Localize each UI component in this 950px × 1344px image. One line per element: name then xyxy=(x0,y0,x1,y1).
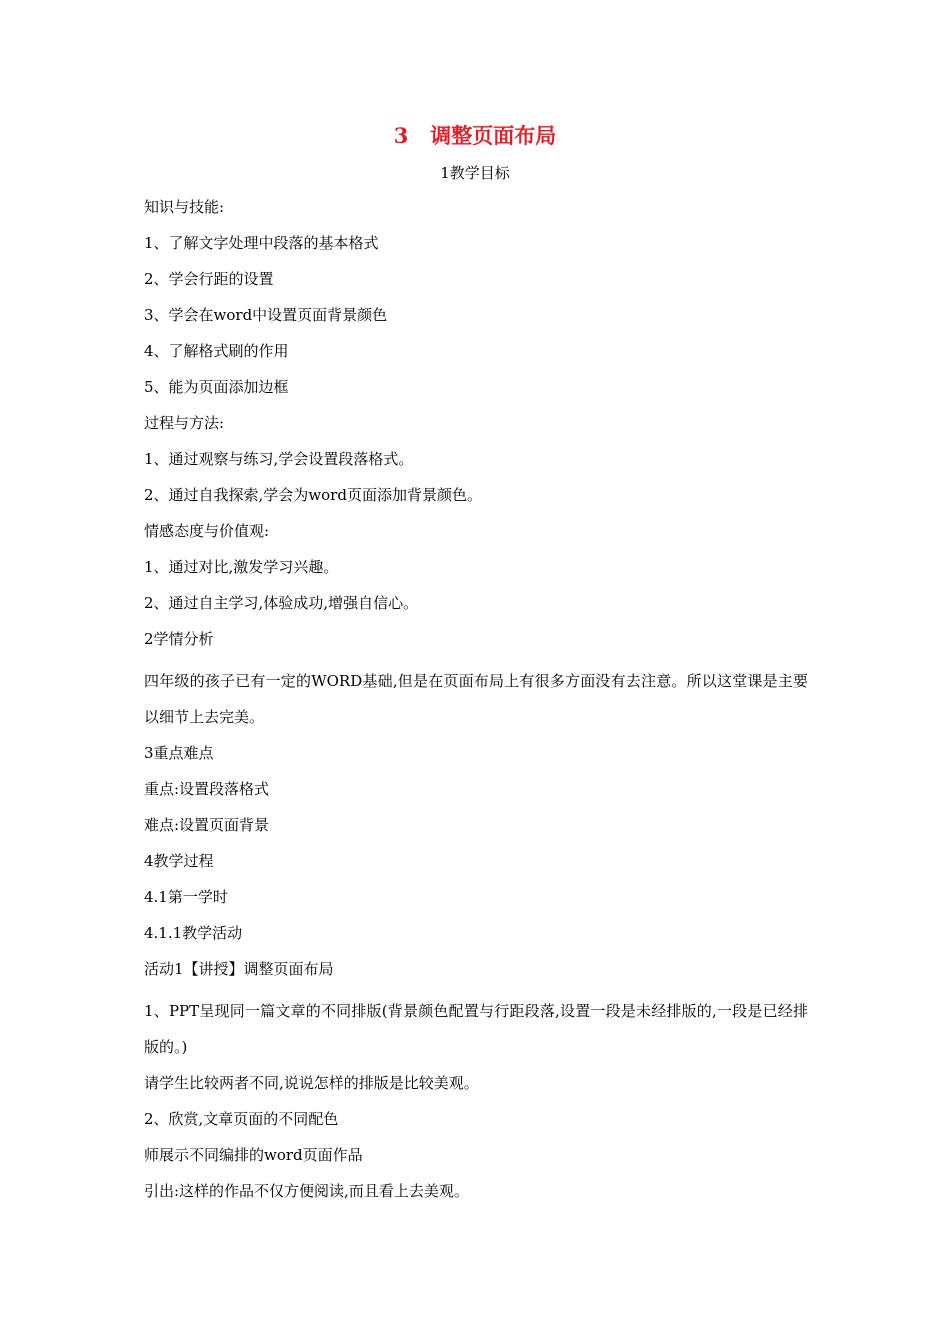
learner-analysis-paragraph: 四年级的孩子已有一定的WORD基础,但是在页面布局上有很多方面没有去注意。所以这堂课是主要以细节上去完美。 xyxy=(144,672,808,726)
goal-item: 1、通过观察与练习,学会设置段落格式。 xyxy=(144,450,414,468)
subheading-first-lesson: 4.1第一学时 xyxy=(144,888,228,906)
section-heading-teaching-goals: 1教学目标 xyxy=(440,164,510,182)
goal-item: 1、了解文字处理中段落的基本格式 xyxy=(144,234,379,252)
activity-heading: 活动1【讲授】调整页面布局 xyxy=(144,960,334,978)
section-heading-teaching-process: 4教学过程 xyxy=(144,852,214,870)
goal-item: 4、了解格式刷的作用 xyxy=(144,342,289,360)
goal-item: 5、能为页面添加边框 xyxy=(144,378,289,396)
goal-item: 2、学会行距的设置 xyxy=(144,270,274,288)
activity-text: 请学生比较两者不同,说说怎样的排版是比较美观。 xyxy=(144,1074,479,1092)
heading-process-method: 过程与方法: xyxy=(144,414,225,432)
section-heading-key-points: 3重点难点 xyxy=(144,744,214,762)
key-point-item: 重点:设置段落格式 xyxy=(144,780,270,798)
activity-text: 引出:这样的作品不仅方便阅读,而且看上去美观。 xyxy=(144,1182,469,1200)
document-title: 3 调整页面布局 xyxy=(393,123,557,148)
activity-text: 师展示不同编排的word页面作品 xyxy=(144,1146,363,1164)
goal-item: 2、通过自主学习,体验成功,增强自信心。 xyxy=(144,594,419,612)
difficulty-item: 难点:设置页面背景 xyxy=(144,816,270,834)
document-body xyxy=(144,195,808,1215)
goal-item: 1、通过对比,激发学习兴趣。 xyxy=(144,558,339,576)
goal-item: 3、学会在word中设置页面背景颜色 xyxy=(144,306,388,324)
activity-text: 2、欣赏,文章页面的不同配色 xyxy=(144,1110,339,1128)
heading-knowledge-skills: 知识与技能: xyxy=(144,198,225,216)
activity-step-paragraph: 1、PPT呈现同一篇文章的不同排版(背景颜色配置与行距段落,设置一段是未经排版的,一段是已经排版的。) xyxy=(144,1002,808,1056)
section-heading-learner-analysis: 2学情分析 xyxy=(144,630,214,648)
heading-attitude-values: 情感态度与价值观: xyxy=(144,522,270,540)
goal-item: 2、通过自我探索,学会为word页面添加背景颜色。 xyxy=(144,486,482,504)
subheading-teaching-activities: 4.1.1教学活动 xyxy=(144,924,243,942)
